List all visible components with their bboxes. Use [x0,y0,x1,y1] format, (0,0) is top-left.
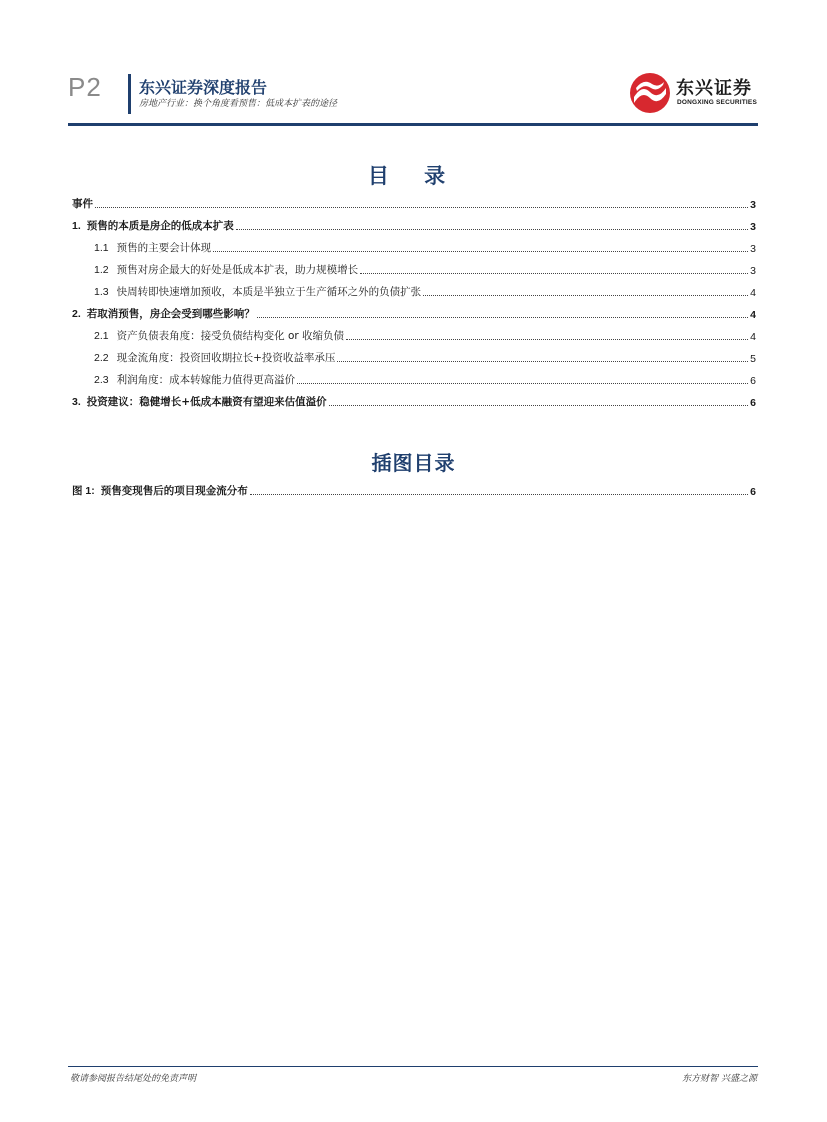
figure-item-page: 6 [750,486,756,498]
header-divider [128,74,131,114]
toc-item-page: 3 [750,243,756,255]
toc-item-number: 2.1 [94,330,109,342]
toc-item-label: 利润角度：成本转嫁能力值得更高溢价 [116,374,296,386]
toc-item-number: 2.2 [94,352,109,364]
footer-rule [68,1066,758,1067]
toc-item-page: 3 [750,221,756,233]
figure-list-title: 插图目录 [371,451,456,475]
toc-item-number: 2. [72,308,81,320]
toc-item-page: 4 [750,287,756,299]
toc-item-label: 预售的本质是房企的低成本扩表 [86,220,234,232]
toc-title: 目 录 [367,164,460,188]
page-number: P2 [68,72,102,102]
dot-leader [250,494,748,495]
toc-item-number: 1.1 [94,242,109,254]
dot-leader [360,273,748,274]
toc-item[interactable] [94,349,756,365]
toc-item-page: 4 [750,331,756,343]
logo-english-text: DONGXING SECURITIES [677,99,758,106]
toc-item-page: 5 [750,353,756,365]
toc-item-label: 资产负债表角度：接受负债结构变化 or 收缩负债 [116,330,345,342]
toc-item-page: 3 [750,199,756,211]
dot-leader [337,361,748,362]
dot-leader [95,207,748,208]
toc-item-page: 4 [750,309,756,321]
figure-item-number: 图 1: [72,485,95,497]
toc-item-number: 1.2 [94,264,109,276]
dot-leader [213,251,748,252]
report-title: 东兴证券深度报告 [139,78,268,97]
toc-item[interactable] [94,261,756,277]
toc-item[interactable] [72,217,756,233]
logo-chinese-text: 东兴证券 [676,78,752,99]
toc-item-label: 快周转即快速增加预收，本质是半独立于生产循环之外的负债扩张 [116,286,422,298]
toc-item-number: 3. [72,396,81,408]
toc-item-number: 1.3 [94,286,109,298]
toc-item-label: 预售对房企最大的好处是低成本扩表，助力规模增长 [116,264,359,276]
toc-item-label: 投资建议：稳健增长+低成本融资有望迎来估值溢价 [86,396,327,408]
dot-leader [257,317,748,318]
toc-item[interactable] [94,283,756,299]
toc-item-page: 6 [750,375,756,387]
toc-item-label: 预售的主要会计体现 [116,242,212,254]
dot-leader [329,405,749,406]
toc-item[interactable] [72,393,756,409]
toc-item[interactable] [94,327,756,343]
toc-item-number: 2.3 [94,374,109,386]
header-rule [68,123,758,126]
toc-item[interactable] [94,239,756,255]
toc-item-number: 1. [72,220,81,232]
figure-item[interactable] [72,482,756,498]
page-header [0,0,827,130]
toc-item-label: 事件 [72,198,93,210]
toc-item[interactable] [72,305,756,321]
figure-item-label: 预售变现售后的项目现金流分布 [100,485,248,497]
dot-leader [423,295,748,296]
toc-item-page: 3 [750,265,756,277]
footer-disclaimer: 敬请参阅报告结尾处的免责声明 [70,1074,197,1084]
toc-item[interactable] [94,371,756,387]
dot-leader [297,383,748,384]
toc-item-page: 6 [750,397,756,409]
toc-item[interactable] [72,195,756,211]
footer-slogan: 东方财智 兴盛之源 [682,1074,757,1084]
toc-item-label: 若取消预售，房企会受到哪些影响？ [86,308,255,320]
dot-leader [236,229,748,230]
dot-leader [346,339,748,340]
report-subtitle: 房地产行业：换个角度看预售：低成本扩表的途径 [139,99,338,109]
toc-item-label: 现金流角度：投资回收期拉长+投资收益率承压 [116,352,336,364]
